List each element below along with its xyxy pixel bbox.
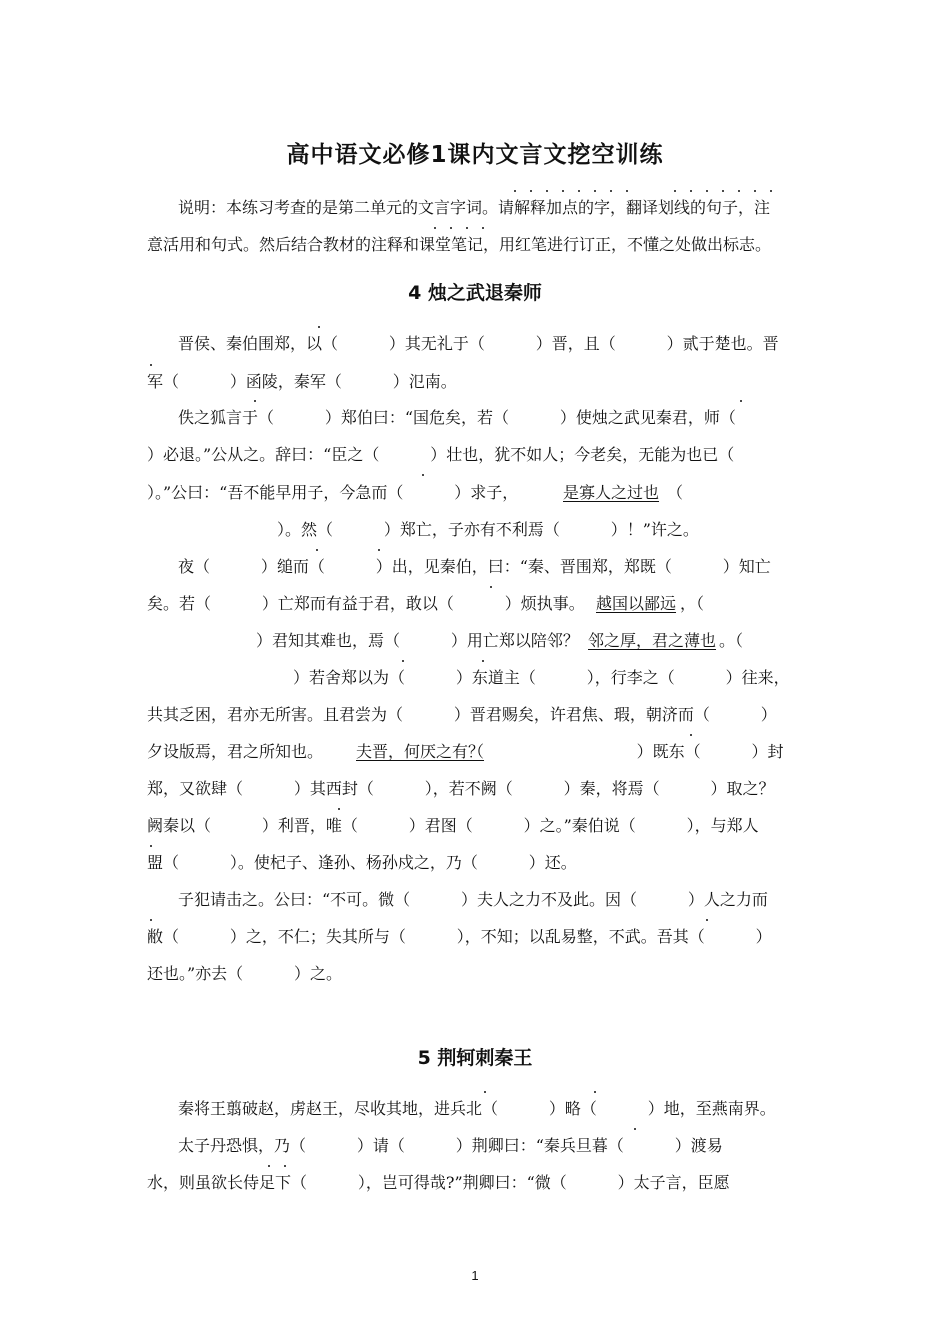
emphasis-dot bbox=[316, 549, 318, 551]
emphasis-dot bbox=[562, 190, 564, 192]
intro-text: 说明：本练习考查的是第二单元的文言字词。请解释加点的字，翻译划线的句子，注 bbox=[178, 198, 771, 217]
emphasis-dot bbox=[530, 190, 532, 192]
section-heading-5: 5 荆轲刺秦王 bbox=[417, 1047, 533, 1069]
emphasis-dot bbox=[706, 919, 708, 921]
underlined-sentence: 邻之厚，君之薄也 bbox=[588, 631, 717, 650]
emphasis-dot bbox=[738, 190, 740, 192]
emphasis-dot bbox=[254, 400, 256, 402]
text: 。（ bbox=[719, 631, 744, 650]
text: 佚之狐言于（ ）郑伯曰：“国危矣，若（ ）使烛之武见秦君，师（ bbox=[178, 408, 736, 427]
emphasis-dot bbox=[740, 400, 742, 402]
text: 阙秦以（ ）利晋，唯（ ）君图（ ）之。”秦伯说（ ），与郑人 bbox=[147, 816, 759, 835]
emphasis-dot bbox=[770, 190, 772, 192]
text: 晋侯、秦伯围郑，以（ ）其无礼于（ ）晋，且（ ）贰于楚也。晋 bbox=[178, 334, 779, 353]
emphasis-dot bbox=[150, 845, 152, 847]
text: 共其乏困，君亦无所害。且君尝为（ ）晋君赐矣，许君焦、瑕，朝济而（ ） bbox=[147, 705, 777, 724]
section-heading-4: 4 烛之武退秦师 bbox=[408, 282, 542, 304]
emphasis-dot bbox=[722, 190, 724, 192]
text: 子犯请击之。公曰：“不可。微（ ）夫人之力不及此。因（ ）人之力而 bbox=[178, 890, 768, 909]
emphasis-dot bbox=[150, 364, 152, 366]
intro-text: 意活用和句式。然后结合教材的注释和课堂笔记，用红笔进行订正，不懂之处做出标志。 bbox=[147, 235, 772, 254]
emphasis-dot bbox=[754, 190, 756, 192]
text: 还也。”亦去（ ）之。 bbox=[147, 964, 343, 983]
text: ）君知其难也，焉（ ）用亡郑以陪邻？ bbox=[256, 631, 579, 650]
text: 秦将王翦破赵，虏赵王，尽收其地，进兵北（ ）略（ ）地，至燕南界。 bbox=[178, 1099, 776, 1118]
emphasis-dot bbox=[690, 734, 692, 736]
emphasis-dot bbox=[338, 808, 340, 810]
emphasis-dot bbox=[594, 1091, 596, 1093]
emphasis-dot bbox=[610, 190, 612, 192]
text: 盟（ ）。使杞子、逢孙、杨孙戍之，乃（ ）还。 bbox=[147, 853, 577, 872]
text: 夕设版焉，君之所知也。 bbox=[147, 742, 324, 761]
emphasis-dot bbox=[626, 190, 628, 192]
emphasis-dot bbox=[546, 190, 548, 192]
emphasis-dot bbox=[466, 227, 468, 229]
emphasis-dot bbox=[422, 474, 424, 476]
emphasis-dot bbox=[484, 1091, 486, 1093]
text: 郑，又欲肆（ ）其西封（ ），若不阙（ ）秦，将焉（ ）取之？ bbox=[147, 779, 775, 798]
emphasis-dot bbox=[634, 1128, 636, 1130]
emphasis-dot bbox=[690, 190, 692, 192]
text: 军（ ）函陵，秦军（ ）氾南。 bbox=[147, 372, 457, 391]
text: 夜（ ）缒而（ ）出，见秦伯，曰：“秦、晋围郑，郑既（ ）知亡 bbox=[178, 557, 771, 576]
underlined-sentence: 是寡人之过也 bbox=[563, 483, 660, 502]
text: ，（ bbox=[680, 594, 705, 613]
page-number: 1 bbox=[471, 1268, 479, 1283]
text: ）。然（ ）郑亡，子亦有不利焉（ ）！”许之。 bbox=[277, 520, 699, 539]
text: 敝（ ）之，不仁；失其所与（ ），不知；以乱易整，不武。吾其（ ） bbox=[147, 927, 772, 946]
emphasis-dot bbox=[490, 586, 492, 588]
text: ）若舍郑以为（ ）东道主（ ），行李之（ ）往来， bbox=[293, 668, 790, 687]
emphasis-dot bbox=[284, 1165, 286, 1167]
text: 水，则虽欲长侍足下（ ），岂可得哉?”荆卿曰：“微（ ）太子言，臣愿 bbox=[147, 1173, 730, 1192]
text: ）。”公曰：“吾不能早用子，今急而（ ）求子， bbox=[147, 483, 519, 502]
underlined-sentence: 夫晋，何厌之有？ bbox=[356, 742, 485, 761]
text: ）必退。”公从之。辞曰：“臣之（ ）壮也，犹不如人；今老矣，无能为也已（ bbox=[147, 445, 735, 464]
text: （ bbox=[667, 483, 684, 502]
emphasis-dot bbox=[150, 919, 152, 921]
text: 矣。若（ ）亡郑而有益于君，敢以（ ）烦执事。 bbox=[147, 594, 585, 613]
text: 太子丹恐惧，乃（ ）请（ ）荆卿曰：“秦兵旦暮（ ）渡易 bbox=[178, 1136, 723, 1155]
emphasis-dot bbox=[482, 660, 484, 662]
emphasis-dot bbox=[578, 190, 580, 192]
emphasis-dot bbox=[594, 190, 596, 192]
emphasis-dot bbox=[268, 1165, 270, 1167]
underlined-sentence: 越国以鄙远 bbox=[596, 594, 677, 613]
text: （ ）既东（ ）封 bbox=[468, 742, 784, 761]
emphasis-dot bbox=[482, 227, 484, 229]
emphasis-dot bbox=[318, 326, 320, 328]
emphasis-dot bbox=[378, 549, 380, 551]
emphasis-dot bbox=[514, 190, 516, 192]
emphasis-dot bbox=[434, 227, 436, 229]
emphasis-dot bbox=[706, 190, 708, 192]
emphasis-dot bbox=[402, 660, 404, 662]
page-title: 高中语文必修1课内文言文挖空训练 bbox=[286, 142, 664, 168]
emphasis-dot bbox=[450, 227, 452, 229]
emphasis-dot bbox=[674, 190, 676, 192]
